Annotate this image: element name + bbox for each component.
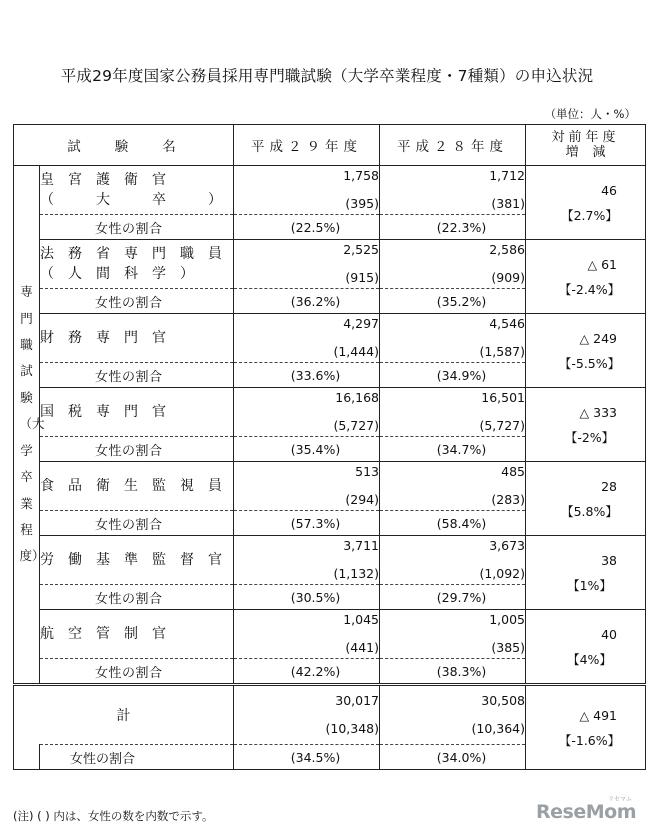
exam-name-cell — [40, 462, 234, 511]
table-row — [14, 388, 646, 437]
diff-cell — [526, 314, 646, 388]
diff-percent: 【1%】 — [567, 577, 612, 593]
diff-cell — [526, 240, 646, 314]
total-fy28: 30,508 — [481, 693, 525, 708]
exam-name-sub: （人間科学） — [40, 266, 208, 282]
female-ratio-label: 女性の割合 — [40, 363, 234, 388]
fy29-female-ratio: (22.5%) — [234, 215, 380, 240]
vertical-category-text: 専門職試験（大学卒業程度） — [19, 284, 45, 564]
fy28-total: 4,546 — [489, 316, 525, 331]
fy29-female-ratio: (33.6%) — [234, 363, 380, 388]
table-row — [14, 240, 646, 289]
fy28-cell — [380, 240, 526, 289]
fy28-female: (283) — [491, 492, 525, 507]
diff-percent: 【2.7%】 — [561, 207, 618, 223]
diff-value: 46 — [601, 182, 617, 198]
fy29-cell — [234, 536, 380, 585]
fy28-cell — [380, 314, 526, 363]
total-fy29: 30,017 — [335, 693, 379, 708]
diff-value: 28 — [601, 478, 617, 494]
fy29-female: (441) — [345, 640, 379, 655]
total-fy28-cell — [380, 685, 526, 745]
diff-value: △ 249 — [579, 330, 617, 346]
fy29-female-ratio: (42.2%) — [234, 659, 380, 685]
exam-name: 財務専門官 — [40, 330, 180, 346]
fy29-cell — [234, 462, 380, 511]
table-row — [14, 610, 646, 659]
table-title: 平成29年度国家公務員採用専門職試験（大学卒業程度・7種類）の申込状況 — [60, 67, 594, 85]
exam-name-cell — [40, 536, 234, 585]
diff-value: △ 61 — [587, 256, 617, 272]
header-diff-line2: 増減 — [565, 145, 620, 160]
exam-name: 航空管制官 — [40, 626, 180, 642]
fy28-cell — [380, 610, 526, 659]
female-ratio-label: 女性の割合 — [40, 437, 234, 462]
fy29-total: 4,297 — [343, 316, 379, 331]
exam-name: 労働基準監督官 — [40, 552, 236, 568]
vertical-category-label — [14, 166, 45, 685]
fy29-cell — [234, 166, 380, 215]
diff-percent: 【-5.5%】 — [558, 355, 621, 371]
diff-cell — [526, 388, 646, 462]
total-fy29-female-ratio: (34.5%) — [234, 745, 380, 770]
table-row — [14, 536, 646, 585]
fy28-female-ratio: (38.3%) — [380, 659, 526, 685]
fy28-cell — [380, 462, 526, 511]
fy28-total: 1,005 — [489, 612, 525, 627]
fy28-female: (5,727) — [479, 418, 525, 433]
header-fy28: 平成２８年度 — [380, 125, 526, 166]
applications-table — [13, 124, 646, 770]
unit-label: （単位：人・%） — [544, 107, 636, 121]
logo-kana: リセマム — [608, 796, 632, 803]
fy29-total: 1,758 — [343, 168, 379, 183]
diff-percent: 【5.8%】 — [561, 503, 618, 519]
exam-name: 皇宮護衛官 — [40, 172, 180, 188]
fy28-cell — [380, 388, 526, 437]
exam-name-cell — [40, 314, 234, 363]
fy29-cell — [234, 314, 380, 363]
header-row — [14, 125, 646, 166]
resemom-logo — [536, 796, 636, 823]
female-ratio-label: 女性の割合 — [40, 511, 234, 536]
diff-value: 38 — [601, 552, 617, 568]
total-label: 計 — [14, 685, 234, 745]
fy28-female-ratio: (34.9%) — [380, 363, 526, 388]
exam-name: 食品衛生監視員 — [40, 478, 236, 494]
fy29-female: (915) — [345, 270, 379, 285]
exam-name-cell — [40, 388, 234, 437]
footnote: (注) ( ) 内は、女性の数を内数で示す。 — [13, 809, 214, 823]
fy28-female: (1,092) — [479, 566, 525, 581]
exam-name-cell — [40, 166, 234, 215]
total-ratio-spacer — [14, 745, 40, 770]
diff-value: 40 — [601, 626, 617, 642]
total-fy28-female-ratio: (34.0%) — [380, 745, 526, 770]
total-fy29-female: (10,348) — [325, 721, 379, 736]
total-female-ratio-label: 女性の割合 — [40, 745, 234, 770]
fy29-female: (1,444) — [333, 344, 379, 359]
fy29-cell — [234, 240, 380, 289]
fy28-total: 16,501 — [481, 390, 525, 405]
logo-text: ReseMom — [536, 801, 636, 823]
exam-name-cell — [40, 240, 234, 289]
fy29-total: 1,045 — [343, 612, 379, 627]
diff-cell — [526, 166, 646, 240]
fy29-total: 2,525 — [343, 242, 379, 257]
total-fy28-female: (10,364) — [471, 721, 525, 736]
diff-percent: 【-2.4%】 — [558, 281, 621, 297]
diff-cell — [526, 610, 646, 685]
exam-name: 法務省専門職員 — [40, 246, 236, 262]
diff-percent: 【-2%】 — [564, 429, 615, 445]
fy28-cell — [380, 536, 526, 585]
female-ratio-label: 女性の割合 — [40, 215, 234, 240]
table-row — [14, 314, 646, 363]
female-ratio-label: 女性の割合 — [40, 585, 234, 610]
fy29-total: 513 — [355, 464, 379, 479]
total-diff-percent: 【-1.6%】 — [558, 732, 621, 748]
fy29-cell — [234, 610, 380, 659]
table-row — [14, 166, 646, 215]
header-diff-line1: 対前年度 — [551, 130, 620, 145]
fy28-female-ratio: (22.3%) — [380, 215, 526, 240]
fy29-female: (395) — [345, 196, 379, 211]
fy28-total: 3,673 — [489, 538, 525, 553]
exam-name-sub: （ 大 卒 ） — [40, 192, 236, 208]
fy28-female: (909) — [491, 270, 525, 285]
fy29-total: 16,168 — [335, 390, 379, 405]
fy28-total: 1,712 — [489, 168, 525, 183]
total-diff-cell — [526, 685, 646, 770]
total-fy29-cell — [234, 685, 380, 745]
fy28-female: (381) — [491, 196, 525, 211]
fy28-total: 485 — [501, 464, 525, 479]
fy28-female-ratio: (58.4%) — [380, 511, 526, 536]
fy29-female-ratio: (36.2%) — [234, 289, 380, 314]
fy29-female-ratio: (35.4%) — [234, 437, 380, 462]
table-row — [14, 462, 646, 511]
female-ratio-label: 女性の割合 — [40, 659, 234, 685]
total-row — [14, 685, 646, 745]
header-exam: 試験名 — [14, 125, 234, 166]
fy29-female-ratio: (57.3%) — [234, 511, 380, 536]
fy28-female-ratio: (34.7%) — [380, 437, 526, 462]
female-ratio-label: 女性の割合 — [40, 289, 234, 314]
header-fy29: 平成２９年度 — [234, 125, 380, 166]
fy28-female: (1,587) — [479, 344, 525, 359]
fy29-female: (1,132) — [333, 566, 379, 581]
fy28-female-ratio: (35.2%) — [380, 289, 526, 314]
fy28-cell — [380, 166, 526, 215]
diff-value: △ 333 — [579, 404, 617, 420]
diff-cell — [526, 536, 646, 610]
fy29-cell — [234, 388, 380, 437]
fy28-female-ratio: (29.7%) — [380, 585, 526, 610]
exam-name: 国税専門官 — [40, 404, 180, 420]
fy29-female: (294) — [345, 492, 379, 507]
diff-percent: 【4%】 — [567, 651, 612, 667]
fy29-female: (5,727) — [333, 418, 379, 433]
fy28-total: 2,586 — [489, 242, 525, 257]
diff-cell — [526, 462, 646, 536]
fy28-female: (385) — [491, 640, 525, 655]
fy29-female-ratio: (30.5%) — [234, 585, 380, 610]
fy29-total: 3,711 — [343, 538, 379, 553]
total-diff-value: △ 491 — [579, 707, 617, 723]
exam-name-cell — [40, 610, 234, 659]
header-diff — [526, 125, 646, 166]
